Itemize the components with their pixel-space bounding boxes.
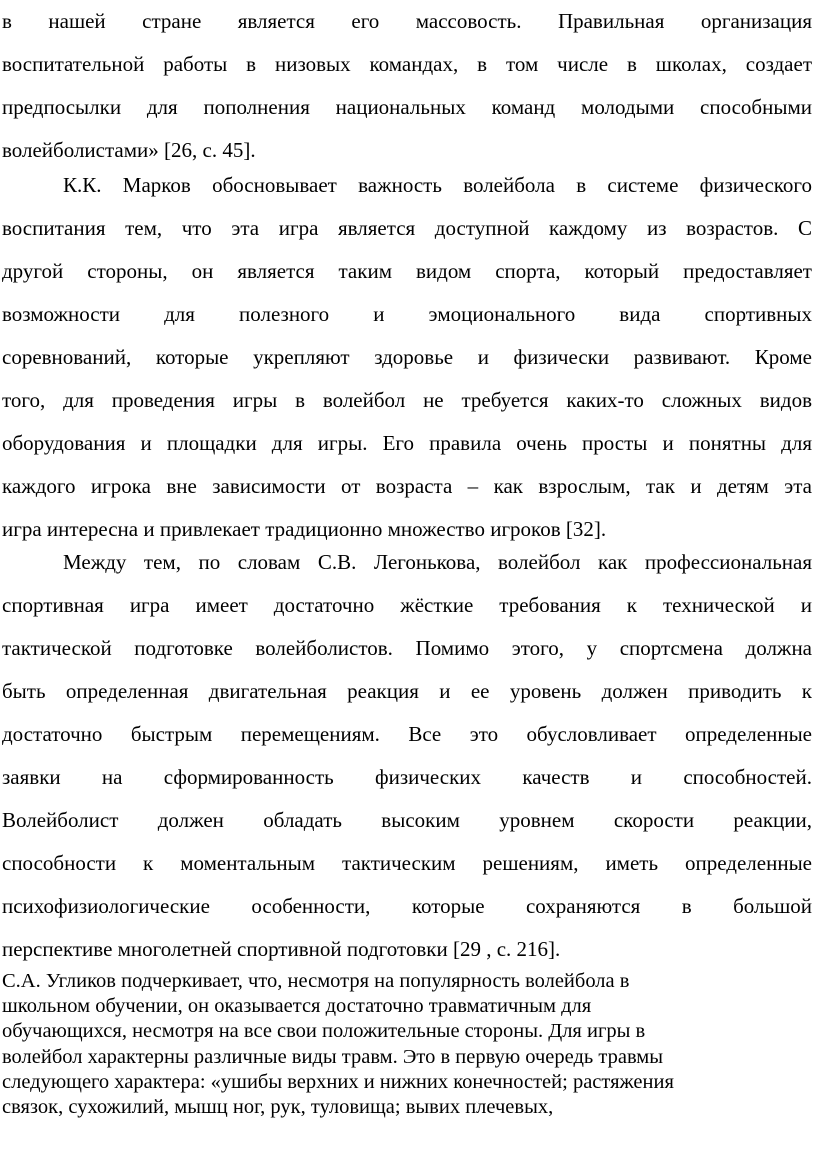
text-line: заявки на сформированность физических качеств и способностей. xyxy=(2,765,812,789)
text-line: школьном обучении, он оказывается достаточно травматичным для xyxy=(2,995,592,1018)
text-line: С.А. Угликов подчеркивает, что, несмотря на популярность волейбола в xyxy=(2,970,630,992)
text-line: перспективе многолетней спортивной подготовки [29 , с. 216]. xyxy=(2,937,561,961)
text-line: воспитания тем, что эта игра является доступной каждому из возрастов. С xyxy=(2,216,812,240)
text-line: предпосылки для пополнения национальных команд молодыми способными xyxy=(2,95,812,119)
text-line: того, для проведения игры в волейбол не требуется каких-то сложных видов xyxy=(2,388,812,412)
text-line: К.К. Марков обосновывает важность волейбола в системе физического xyxy=(63,173,812,197)
paragraph-uglikov xyxy=(2,969,812,1120)
text-line: связок, сухожилий, мышц ног, рук, туловища; вывих плечевых, xyxy=(2,1095,554,1118)
text-line: волейбол характерны различные виды травм. Это в первую очередь травмы xyxy=(2,1045,664,1068)
text-line: волейболистами» [26, с. 45]. xyxy=(2,138,256,162)
text-line: способности к моментальным тактическим решениям, иметь определенные xyxy=(2,851,812,875)
text-line: психофизиологические особенности, которые сохраняются в большой xyxy=(2,894,812,918)
text-line: соревнований, которые укрепляют здоровье и физически развивают. Кроме xyxy=(2,345,812,369)
text-line: игра интересна и привлекает традиционно множество игроков [32]. xyxy=(2,517,607,541)
text-line: обучающихся, несмотря на все свои положительные стороны. Для игры в xyxy=(2,1020,646,1043)
paragraph-legonkov xyxy=(2,541,812,971)
text-line: тактической подготовке волейболистов. Помимо этого, у спортсмена должна xyxy=(2,636,812,660)
text-line: достаточно быстрым перемещениям. Все это обусловливает определенные xyxy=(2,722,812,746)
text-line: быть определенная двигательная реакция и ее уровень должен приводить к xyxy=(2,679,812,703)
paragraph-markov xyxy=(2,164,812,551)
text-line: воспитательной работы в низовых командах, в том числе в школах, создает xyxy=(2,52,812,76)
text-line: другой стороны, он является таким видом спорта, который предоставляет xyxy=(2,259,812,283)
paragraph-continuation xyxy=(2,0,812,172)
text-line: в нашей стране является его массовость. Правильная организация xyxy=(2,9,812,33)
text-line: возможности для полезного и эмоционального вида спортивных xyxy=(2,302,812,326)
text-line: каждого игрока вне зависимости от возраста – как взрослым, так и детям эта xyxy=(2,474,812,498)
text-line: спортивная игра имеет достаточно жёсткие требования к технической и xyxy=(2,593,812,617)
text-line: Между тем, по словам С.В. Легонькова, волейбол как профессиональная xyxy=(63,550,812,574)
text-line: оборудования и площадки для игры. Его правила очень просты и понятны для xyxy=(2,431,812,455)
text-line: Волейболист должен обладать высоким уровнем скорости реакции, xyxy=(2,808,812,832)
text-line: следующего характера: «ушибы верхних и нижних конечностей; растяжения xyxy=(2,1070,674,1093)
